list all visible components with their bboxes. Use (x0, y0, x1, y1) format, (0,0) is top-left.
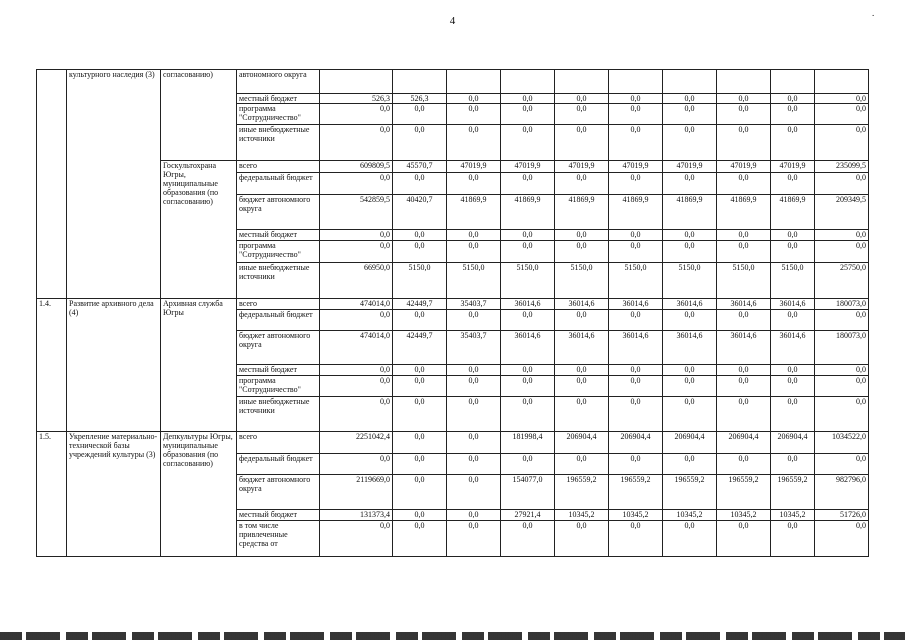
cell-responsible: Депкультуры Югры, муниципальные образования (по согласованию) (161, 432, 237, 557)
cell-source: иные внебюджетные источники (237, 125, 320, 161)
cell-y2020: 10345,2 (717, 510, 771, 521)
cell-y2016: 0,0 (501, 310, 555, 331)
cell-total: 131373,4 (320, 510, 393, 521)
cell-y2016: 36014,6 (501, 299, 555, 310)
cell-y2018: 36014,6 (609, 331, 663, 365)
cell-y2018: 41869,9 (609, 195, 663, 230)
cell-y2026_2030: 0,0 (815, 376, 869, 397)
cell-y2015 (447, 70, 501, 94)
cell-y2015: 0,0 (447, 94, 501, 104)
cell-y2017: 0,0 (555, 104, 609, 125)
table-row (37, 70, 869, 94)
cell-total: 0,0 (320, 397, 393, 432)
cell-y2014: 0,0 (393, 397, 447, 432)
cell-y2021_2025: 0,0 (771, 230, 815, 241)
cell-y2026_2030: 0,0 (815, 365, 869, 376)
cell-y2014: 0,0 (393, 230, 447, 241)
cell-y2020: 0,0 (717, 454, 771, 475)
cell-y2016 (501, 70, 555, 94)
cell-y2020: 206904,4 (717, 432, 771, 454)
cell-source: иные внебюджетные источники (237, 397, 320, 432)
cell-y2015: 5150,0 (447, 263, 501, 299)
cell-y2015: 0,0 (447, 475, 501, 510)
cell-y2020: 36014,6 (717, 331, 771, 365)
cell-y2026_2030: 0,0 (815, 173, 869, 195)
cell-y2026_2030: 982796,0 (815, 475, 869, 510)
cell-y2016: 0,0 (501, 104, 555, 125)
cell-y2016: 0,0 (501, 230, 555, 241)
cell-y2014 (393, 70, 447, 94)
cell-total: 542859,5 (320, 195, 393, 230)
cell-y2026_2030: 0,0 (815, 94, 869, 104)
cell-y2019: 0,0 (663, 365, 717, 376)
cell-y2017: 0,0 (555, 454, 609, 475)
cell-source: местный бюджет (237, 365, 320, 376)
cell-y2018: 0,0 (609, 230, 663, 241)
cell-y2014: 42449,7 (393, 299, 447, 310)
cell-total: 0,0 (320, 365, 393, 376)
cell-y2018: 206904,4 (609, 432, 663, 454)
cell-y2017: 5150,0 (555, 263, 609, 299)
cell-y2021_2025: 0,0 (771, 397, 815, 432)
cell-y2018: 47019,9 (609, 161, 663, 173)
cell-y2016: 0,0 (501, 365, 555, 376)
cell-y2021_2025: 10345,2 (771, 510, 815, 521)
cell-y2019: 0,0 (663, 376, 717, 397)
cell-y2019: 196559,2 (663, 475, 717, 510)
cell-y2015: 0,0 (447, 510, 501, 521)
cell-y2026_2030: 0,0 (815, 230, 869, 241)
cell-source: бюджет автономного округа (237, 331, 320, 365)
cell-y2017: 0,0 (555, 310, 609, 331)
corner-mark: . (872, 8, 875, 18)
cell-y2014: 0,0 (393, 521, 447, 557)
cell-y2015: 0,0 (447, 173, 501, 195)
cell-y2018: 0,0 (609, 104, 663, 125)
cell-y2021_2025: 0,0 (771, 125, 815, 161)
cell-source: в том числе привлеченные средства от (237, 521, 320, 557)
cell-y2021_2025: 0,0 (771, 376, 815, 397)
cell-total: 0,0 (320, 241, 393, 263)
cell-y2014: 0,0 (393, 241, 447, 263)
cell-name: Укрепление материально-технической базы учреждений культуры (3) (67, 432, 161, 557)
cell-y2026_2030: 0,0 (815, 104, 869, 125)
cell-y2020: 36014,6 (717, 299, 771, 310)
cell-total: 474014,0 (320, 299, 393, 310)
cell-y2018: 0,0 (609, 397, 663, 432)
cell-y2015: 0,0 (447, 365, 501, 376)
cell-source: федеральный бюджет (237, 173, 320, 195)
cell-y2018: 5150,0 (609, 263, 663, 299)
cell-total: 0,0 (320, 454, 393, 475)
cell-y2016: 27921,4 (501, 510, 555, 521)
cell-y2015: 35403,7 (447, 299, 501, 310)
cell-y2017: 196559,2 (555, 475, 609, 510)
cell-y2020: 0,0 (717, 230, 771, 241)
cell-y2021_2025: 0,0 (771, 365, 815, 376)
cell-y2019: 0,0 (663, 397, 717, 432)
cell-y2019: 206904,4 (663, 432, 717, 454)
cell-y2018: 196559,2 (609, 475, 663, 510)
cell-y2016: 181998,4 (501, 432, 555, 454)
cell-y2016: 5150,0 (501, 263, 555, 299)
cell-y2015: 0,0 (447, 376, 501, 397)
cell-y2016: 0,0 (501, 94, 555, 104)
cell-y2014: 0,0 (393, 365, 447, 376)
cell-y2017: 0,0 (555, 376, 609, 397)
cell-y2026_2030: 25750,0 (815, 263, 869, 299)
cell-y2019: 10345,2 (663, 510, 717, 521)
cell-y2020: 0,0 (717, 376, 771, 397)
cell-y2015: 0,0 (447, 104, 501, 125)
cell-y2020 (717, 70, 771, 94)
cell-y2014: 0,0 (393, 432, 447, 454)
cell-y2017: 0,0 (555, 230, 609, 241)
cell-y2021_2025: 0,0 (771, 521, 815, 557)
cell-no: 1.4. (37, 299, 67, 432)
cell-source: федеральный бюджет (237, 454, 320, 475)
cell-y2017: 0,0 (555, 173, 609, 195)
cell-y2019 (663, 70, 717, 94)
cell-y2021_2025: 206904,4 (771, 432, 815, 454)
cell-source: местный бюджет (237, 230, 320, 241)
cell-total: 0,0 (320, 173, 393, 195)
cell-source: местный бюджет (237, 94, 320, 104)
cell-y2020: 0,0 (717, 125, 771, 161)
cell-y2018: 0,0 (609, 241, 663, 263)
cell-y2017: 0,0 (555, 94, 609, 104)
cell-y2021_2025: 0,0 (771, 94, 815, 104)
cell-y2018: 0,0 (609, 125, 663, 161)
cell-y2019: 0,0 (663, 104, 717, 125)
cell-y2026_2030: 0,0 (815, 241, 869, 263)
cell-y2019: 41869,9 (663, 195, 717, 230)
cell-y2021_2025 (771, 70, 815, 94)
cell-y2020: 0,0 (717, 173, 771, 195)
cell-y2021_2025: 0,0 (771, 104, 815, 125)
cell-y2015: 0,0 (447, 241, 501, 263)
cell-y2020: 0,0 (717, 397, 771, 432)
cell-y2019: 47019,9 (663, 161, 717, 173)
cell-y2018: 0,0 (609, 454, 663, 475)
cell-y2021_2025: 36014,6 (771, 331, 815, 365)
cell-y2026_2030: 51726,0 (815, 510, 869, 521)
cell-y2017: 10345,2 (555, 510, 609, 521)
cell-y2021_2025: 36014,6 (771, 299, 815, 310)
cell-y2018: 0,0 (609, 94, 663, 104)
cell-y2018: 10345,2 (609, 510, 663, 521)
cell-total: 2119669,0 (320, 475, 393, 510)
cell-y2014: 0,0 (393, 510, 447, 521)
cell-total: 0,0 (320, 230, 393, 241)
cell-y2016: 154077,0 (501, 475, 555, 510)
cell-no (37, 70, 67, 299)
cell-y2019: 0,0 (663, 454, 717, 475)
cell-name: культурного наследия (3) (67, 70, 161, 299)
cell-y2021_2025: 196559,2 (771, 475, 815, 510)
cell-y2016: 0,0 (501, 521, 555, 557)
cell-no: 1.5. (37, 432, 67, 557)
cell-source: программа "Сотрудничество" (237, 376, 320, 397)
cell-y2016: 36014,6 (501, 331, 555, 365)
cell-y2020: 0,0 (717, 94, 771, 104)
cell-total: 2251042,4 (320, 432, 393, 454)
cell-total: 526,3 (320, 94, 393, 104)
cell-y2015: 0,0 (447, 310, 501, 331)
cell-y2021_2025: 41869,9 (771, 195, 815, 230)
page-number: 4 (449, 15, 456, 27)
cell-y2019: 5150,0 (663, 263, 717, 299)
cell-y2014: 0,0 (393, 376, 447, 397)
cell-y2018 (609, 70, 663, 94)
cell-y2019: 0,0 (663, 173, 717, 195)
cell-y2019: 0,0 (663, 521, 717, 557)
cell-y2018: 0,0 (609, 310, 663, 331)
cell-total: 0,0 (320, 125, 393, 161)
cell-y2014: 0,0 (393, 173, 447, 195)
cell-y2020: 196559,2 (717, 475, 771, 510)
cell-source: автономного округа (237, 70, 320, 94)
cell-y2019: 0,0 (663, 125, 717, 161)
cell-total (320, 70, 393, 94)
cell-total: 0,0 (320, 376, 393, 397)
cell-y2016: 0,0 (501, 454, 555, 475)
cell-y2015: 47019,9 (447, 161, 501, 173)
cell-y2015: 0,0 (447, 432, 501, 454)
cell-y2015: 41869,9 (447, 195, 501, 230)
cell-name: Развитие архивного дела (4) (67, 299, 161, 432)
cell-y2026_2030: 209349,5 (815, 195, 869, 230)
cell-y2014: 0,0 (393, 310, 447, 331)
cell-y2026_2030: 0,0 (815, 454, 869, 475)
cell-y2017: 36014,6 (555, 299, 609, 310)
cell-y2019: 0,0 (663, 94, 717, 104)
cell-y2026_2030: 0,0 (815, 125, 869, 161)
cell-source: бюджет автономного округа (237, 475, 320, 510)
cell-total: 66950,0 (320, 263, 393, 299)
cell-y2018: 36014,6 (609, 299, 663, 310)
cell-responsible: Госкультохрана Югры, муниципальные образования (по согласованию) (161, 161, 237, 299)
cell-y2019: 0,0 (663, 230, 717, 241)
cell-y2020: 0,0 (717, 365, 771, 376)
cell-y2016: 47019,9 (501, 161, 555, 173)
cell-y2026_2030: 180073,0 (815, 331, 869, 365)
cell-y2018: 0,0 (609, 376, 663, 397)
cell-y2014: 0,0 (393, 104, 447, 125)
cell-y2015: 0,0 (447, 397, 501, 432)
cell-y2020: 0,0 (717, 310, 771, 331)
cell-y2017: 206904,4 (555, 432, 609, 454)
cell-source: всего (237, 161, 320, 173)
cell-y2017: 0,0 (555, 521, 609, 557)
cell-source: местный бюджет (237, 510, 320, 521)
cell-y2015: 0,0 (447, 521, 501, 557)
table-row (37, 299, 869, 310)
cell-y2016: 0,0 (501, 173, 555, 195)
cell-y2021_2025: 5150,0 (771, 263, 815, 299)
cell-total: 474014,0 (320, 331, 393, 365)
cell-y2017 (555, 70, 609, 94)
cell-y2017: 0,0 (555, 241, 609, 263)
cell-y2021_2025: 0,0 (771, 310, 815, 331)
cell-y2014: 40420,7 (393, 195, 447, 230)
cell-total: 0,0 (320, 104, 393, 125)
cell-y2026_2030: 0,0 (815, 310, 869, 331)
cell-y2014: 5150,0 (393, 263, 447, 299)
cell-source: бюджет автономного округа (237, 195, 320, 230)
table-row (37, 161, 869, 173)
cell-y2014: 0,0 (393, 475, 447, 510)
cell-y2020: 0,0 (717, 241, 771, 263)
cell-y2019: 36014,6 (663, 299, 717, 310)
cell-y2020: 5150,0 (717, 263, 771, 299)
cell-y2019: 0,0 (663, 241, 717, 263)
cell-y2017: 0,0 (555, 125, 609, 161)
cell-y2016: 0,0 (501, 376, 555, 397)
cell-source: всего (237, 299, 320, 310)
cell-y2018: 0,0 (609, 365, 663, 376)
cell-y2014: 42449,7 (393, 331, 447, 365)
cell-total: 609809,5 (320, 161, 393, 173)
cell-source: программа "Сотрудничество" (237, 104, 320, 125)
cell-y2026_2030: 180073,0 (815, 299, 869, 310)
cell-y2021_2025: 47019,9 (771, 161, 815, 173)
cell-y2015: 0,0 (447, 454, 501, 475)
cell-y2015: 0,0 (447, 125, 501, 161)
cell-y2014: 526,3 (393, 94, 447, 104)
cell-y2020: 0,0 (717, 104, 771, 125)
cell-y2026_2030: 1034522,0 (815, 432, 869, 454)
cell-y2026_2030 (815, 70, 869, 94)
cell-source: иные внебюджетные источники (237, 263, 320, 299)
table-row (37, 432, 869, 454)
scan-artifact-bar (0, 632, 905, 640)
cell-y2020: 41869,9 (717, 195, 771, 230)
cell-y2017: 0,0 (555, 365, 609, 376)
cell-y2017: 47019,9 (555, 161, 609, 173)
cell-y2026_2030: 0,0 (815, 521, 869, 557)
cell-y2014: 45570,7 (393, 161, 447, 173)
cell-y2021_2025: 0,0 (771, 173, 815, 195)
cell-source: программа "Сотрудничество" (237, 241, 320, 263)
cell-y2026_2030: 0,0 (815, 397, 869, 432)
cell-responsible: согласованию) (161, 70, 237, 161)
cell-y2018: 0,0 (609, 521, 663, 557)
cell-y2021_2025: 0,0 (771, 454, 815, 475)
cell-y2014: 0,0 (393, 125, 447, 161)
cell-y2016: 0,0 (501, 125, 555, 161)
cell-y2026_2030: 235099,5 (815, 161, 869, 173)
cell-total: 0,0 (320, 310, 393, 331)
cell-y2016: 41869,9 (501, 195, 555, 230)
cell-y2020: 47019,9 (717, 161, 771, 173)
cell-source: федеральный бюджет (237, 310, 320, 331)
cell-y2016: 0,0 (501, 241, 555, 263)
cell-y2019: 36014,6 (663, 331, 717, 365)
cell-y2021_2025: 0,0 (771, 241, 815, 263)
cell-y2017: 41869,9 (555, 195, 609, 230)
cell-y2018: 0,0 (609, 173, 663, 195)
cell-y2019: 0,0 (663, 310, 717, 331)
cell-y2020: 0,0 (717, 521, 771, 557)
cell-y2017: 0,0 (555, 397, 609, 432)
cell-y2016: 0,0 (501, 397, 555, 432)
cell-total: 0,0 (320, 521, 393, 557)
cell-y2015: 35403,7 (447, 331, 501, 365)
budget-table (36, 69, 869, 557)
cell-y2017: 36014,6 (555, 331, 609, 365)
cell-source: всего (237, 432, 320, 454)
cell-y2014: 0,0 (393, 454, 447, 475)
cell-y2015: 0,0 (447, 230, 501, 241)
cell-responsible: Архивная служба Югры (161, 299, 237, 432)
